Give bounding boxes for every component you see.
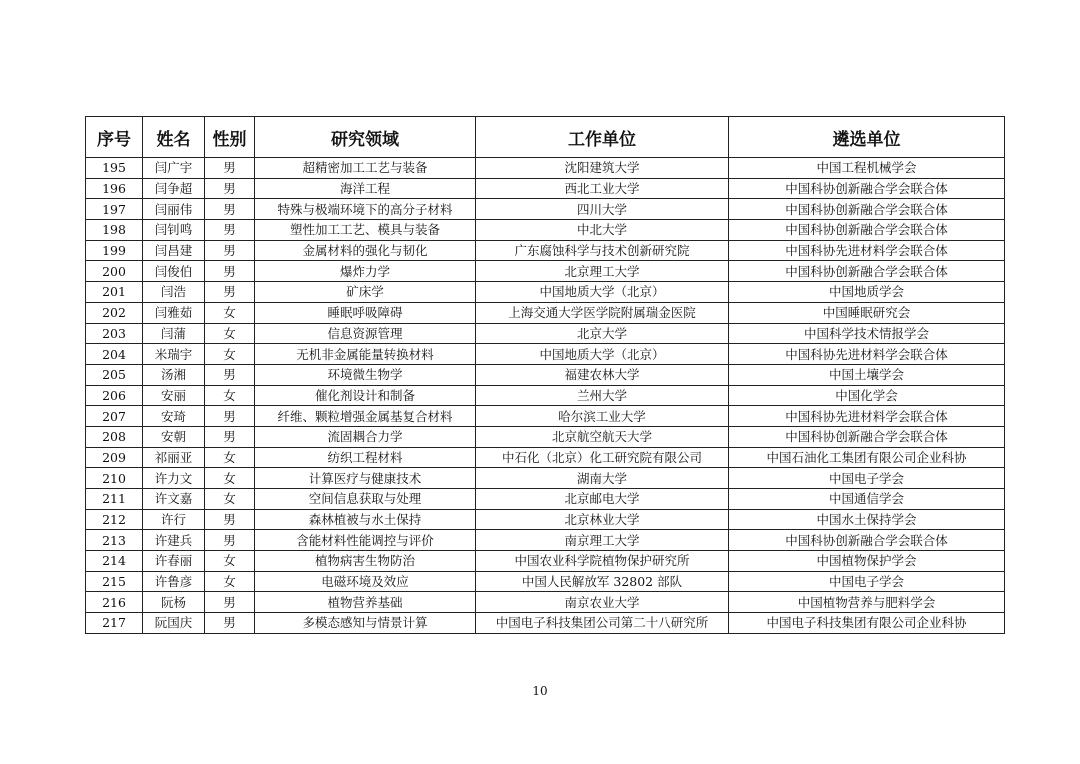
cell-research-field: 纺织工程材料 (255, 447, 476, 468)
cell-gender: 男 (205, 240, 255, 261)
cell-gender: 女 (205, 571, 255, 592)
cell-selection-unit: 中国科协先进材料学会联合体 (729, 240, 1005, 261)
cell-research-field: 植物营养基础 (255, 592, 476, 613)
cell-serial-number: 216 (86, 592, 143, 613)
cell-serial-number: 202 (86, 302, 143, 323)
cell-gender: 女 (205, 323, 255, 344)
cell-work-unit: 中北大学 (476, 220, 729, 241)
cell-serial-number: 209 (86, 447, 143, 468)
cell-name: 许文嘉 (143, 489, 205, 510)
cell-serial-number: 198 (86, 220, 143, 241)
table-row (86, 406, 1005, 427)
cell-serial-number: 201 (86, 282, 143, 303)
cell-work-unit: 广东腐蚀科学与技术创新研究院 (476, 240, 729, 261)
cell-work-unit: 北京理工大学 (476, 261, 729, 282)
cell-work-unit: 西北工业大学 (476, 178, 729, 199)
cell-research-field: 森林植被与水土保持 (255, 509, 476, 530)
cell-serial-number: 203 (86, 323, 143, 344)
table-row (86, 426, 1005, 447)
cell-serial-number: 215 (86, 571, 143, 592)
cell-gender: 女 (205, 344, 255, 365)
cell-gender: 男 (205, 199, 255, 220)
cell-work-unit: 北京邮电大学 (476, 489, 729, 510)
cell-gender: 女 (205, 447, 255, 468)
cell-gender: 男 (205, 530, 255, 551)
cell-serial-number: 196 (86, 178, 143, 199)
table-row (86, 344, 1005, 365)
cell-selection-unit: 中国土壤学会 (729, 364, 1005, 385)
cell-gender: 女 (205, 468, 255, 489)
cell-gender: 男 (205, 406, 255, 427)
cell-name: 闫丽伟 (143, 199, 205, 220)
cell-work-unit: 中国地质大学（北京） (476, 344, 729, 365)
cell-name: 汤湘 (143, 364, 205, 385)
candidate-table (85, 116, 1005, 634)
cell-gender: 女 (205, 302, 255, 323)
cell-research-field: 信息资源管理 (255, 323, 476, 344)
table-row (86, 261, 1005, 282)
cell-research-field: 塑性加工工艺、模具与装备 (255, 220, 476, 241)
cell-work-unit: 北京大学 (476, 323, 729, 344)
cell-name: 许行 (143, 509, 205, 530)
cell-gender: 男 (205, 220, 255, 241)
cell-work-unit: 兰州大学 (476, 385, 729, 406)
cell-selection-unit: 中国工程机械学会 (729, 158, 1005, 179)
cell-serial-number: 211 (86, 489, 143, 510)
cell-gender: 男 (205, 158, 255, 179)
table-row (86, 468, 1005, 489)
cell-selection-unit: 中国化学会 (729, 385, 1005, 406)
cell-name: 阮杨 (143, 592, 205, 613)
cell-research-field: 爆炸力学 (255, 261, 476, 282)
cell-work-unit: 中国人民解放军 32802 部队 (476, 571, 729, 592)
cell-gender: 男 (205, 261, 255, 282)
cell-serial-number: 212 (86, 509, 143, 530)
cell-selection-unit: 中国植物保护学会 (729, 551, 1005, 572)
cell-work-unit: 北京航空航天大学 (476, 426, 729, 447)
cell-gender: 男 (205, 426, 255, 447)
table-row (86, 364, 1005, 385)
table-row (86, 302, 1005, 323)
cell-selection-unit: 中国睡眠研究会 (729, 302, 1005, 323)
cell-work-unit: 湖南大学 (476, 468, 729, 489)
table-row (86, 571, 1005, 592)
table-row (86, 385, 1005, 406)
cell-work-unit: 中石化（北京）化工研究院有限公司 (476, 447, 729, 468)
cell-serial-number: 204 (86, 344, 143, 365)
cell-gender: 男 (205, 509, 255, 530)
cell-name: 许鲁彦 (143, 571, 205, 592)
cell-work-unit: 南京理工大学 (476, 530, 729, 551)
cell-work-unit: 哈尔滨工业大学 (476, 406, 729, 427)
cell-selection-unit: 中国电子学会 (729, 571, 1005, 592)
cell-name: 米瑞宇 (143, 344, 205, 365)
table-row (86, 220, 1005, 241)
cell-name: 许力文 (143, 468, 205, 489)
cell-gender: 女 (205, 489, 255, 510)
table-row (86, 530, 1005, 551)
cell-work-unit: 北京林业大学 (476, 509, 729, 530)
cell-selection-unit: 中国电子学会 (729, 468, 1005, 489)
cell-work-unit: 中国地质大学（北京） (476, 282, 729, 303)
cell-selection-unit: 中国科协先进材料学会联合体 (729, 406, 1005, 427)
cell-selection-unit: 中国植物营养与肥料学会 (729, 592, 1005, 613)
cell-gender: 女 (205, 385, 255, 406)
cell-gender: 男 (205, 364, 255, 385)
cell-name: 许春丽 (143, 551, 205, 572)
header-serial-number: 序号 (86, 117, 143, 158)
cell-research-field: 超精密加工工艺与装备 (255, 158, 476, 179)
cell-research-field: 流固耦合力学 (255, 426, 476, 447)
table-row (86, 282, 1005, 303)
cell-name: 安琦 (143, 406, 205, 427)
cell-selection-unit: 中国科协创新融合学会联合体 (729, 220, 1005, 241)
table-row (86, 551, 1005, 572)
cell-serial-number: 207 (86, 406, 143, 427)
cell-work-unit: 中国农业科学院植物保护研究所 (476, 551, 729, 572)
page-number: 10 (532, 684, 548, 698)
cell-research-field: 海洋工程 (255, 178, 476, 199)
cell-research-field: 含能材料性能调控与评价 (255, 530, 476, 551)
cell-research-field: 计算医疗与健康技术 (255, 468, 476, 489)
cell-research-field: 纤维、颗粒增强金属基复合材料 (255, 406, 476, 427)
table-header (86, 117, 1005, 158)
cell-research-field: 无机非金属能量转换材料 (255, 344, 476, 365)
cell-selection-unit: 中国科协创新融合学会联合体 (729, 426, 1005, 447)
cell-serial-number: 205 (86, 364, 143, 385)
cell-work-unit: 南京农业大学 (476, 592, 729, 613)
cell-serial-number: 195 (86, 158, 143, 179)
cell-name: 祁丽亚 (143, 447, 205, 468)
cell-selection-unit: 中国科协创新融合学会联合体 (729, 530, 1005, 551)
cell-selection-unit: 中国科协创新融合学会联合体 (729, 199, 1005, 220)
cell-serial-number: 214 (86, 551, 143, 572)
header-selection-unit: 遴选单位 (729, 117, 1005, 158)
header-work-unit: 工作单位 (476, 117, 729, 158)
cell-research-field: 特殊与极端环境下的高分子材料 (255, 199, 476, 220)
cell-selection-unit: 中国科协创新融合学会联合体 (729, 261, 1005, 282)
cell-selection-unit: 中国水土保持学会 (729, 509, 1005, 530)
cell-selection-unit: 中国科协创新融合学会联合体 (729, 178, 1005, 199)
table-row (86, 240, 1005, 261)
cell-gender: 男 (205, 178, 255, 199)
header-row (86, 117, 1005, 158)
cell-serial-number: 208 (86, 426, 143, 447)
cell-research-field: 植物病害生物防治 (255, 551, 476, 572)
cell-work-unit: 福建农林大学 (476, 364, 729, 385)
header-name: 姓名 (143, 117, 205, 158)
cell-selection-unit: 中国科学技术情报学会 (729, 323, 1005, 344)
cell-selection-unit: 中国地质学会 (729, 282, 1005, 303)
cell-serial-number: 217 (86, 613, 143, 634)
cell-serial-number: 210 (86, 468, 143, 489)
cell-name: 安朝 (143, 426, 205, 447)
cell-name: 许建兵 (143, 530, 205, 551)
table-row (86, 592, 1005, 613)
cell-work-unit: 上海交通大学医学院附属瑞金医院 (476, 302, 729, 323)
cell-work-unit: 沈阳建筑大学 (476, 158, 729, 179)
cell-name: 闫蒲 (143, 323, 205, 344)
table-row (86, 158, 1005, 179)
cell-research-field: 空间信息获取与处理 (255, 489, 476, 510)
cell-name: 闫俊伯 (143, 261, 205, 282)
header-research-field: 研究领域 (255, 117, 476, 158)
cell-name: 闫浩 (143, 282, 205, 303)
header-gender: 性别 (205, 117, 255, 158)
cell-name: 闫争超 (143, 178, 205, 199)
cell-serial-number: 197 (86, 199, 143, 220)
cell-research-field: 电磁环境及效应 (255, 571, 476, 592)
cell-name: 闫昌建 (143, 240, 205, 261)
cell-name: 闫钊鸣 (143, 220, 205, 241)
cell-name: 闫雅茹 (143, 302, 205, 323)
cell-research-field: 环境微生物学 (255, 364, 476, 385)
cell-gender: 男 (205, 592, 255, 613)
cell-work-unit: 四川大学 (476, 199, 729, 220)
cell-selection-unit: 中国通信学会 (729, 489, 1005, 510)
table-row (86, 199, 1005, 220)
cell-research-field: 矿床学 (255, 282, 476, 303)
cell-gender: 男 (205, 282, 255, 303)
cell-work-unit: 中国电子科技集团公司第二十八研究所 (476, 613, 729, 634)
cell-research-field: 金属材料的强化与韧化 (255, 240, 476, 261)
cell-name: 安丽 (143, 385, 205, 406)
cell-name: 闫广宇 (143, 158, 205, 179)
cell-gender: 男 (205, 613, 255, 634)
cell-serial-number: 199 (86, 240, 143, 261)
cell-selection-unit: 中国科协先进材料学会联合体 (729, 344, 1005, 365)
cell-research-field: 多模态感知与情景计算 (255, 613, 476, 634)
table-row (86, 509, 1005, 530)
cell-gender: 女 (205, 551, 255, 572)
cell-serial-number: 213 (86, 530, 143, 551)
cell-research-field: 睡眠呼吸障碍 (255, 302, 476, 323)
cell-serial-number: 206 (86, 385, 143, 406)
table-row (86, 613, 1005, 634)
cell-research-field: 催化剂设计和制备 (255, 385, 476, 406)
cell-selection-unit: 中国石油化工集团有限公司企业科协 (729, 447, 1005, 468)
table-row (86, 323, 1005, 344)
table-row (86, 178, 1005, 199)
table-row (86, 489, 1005, 510)
cell-name: 阮国庆 (143, 613, 205, 634)
table-row (86, 447, 1005, 468)
table-body (86, 158, 1005, 634)
cell-selection-unit: 中国电子科技集团有限公司企业科协 (729, 613, 1005, 634)
cell-serial-number: 200 (86, 261, 143, 282)
